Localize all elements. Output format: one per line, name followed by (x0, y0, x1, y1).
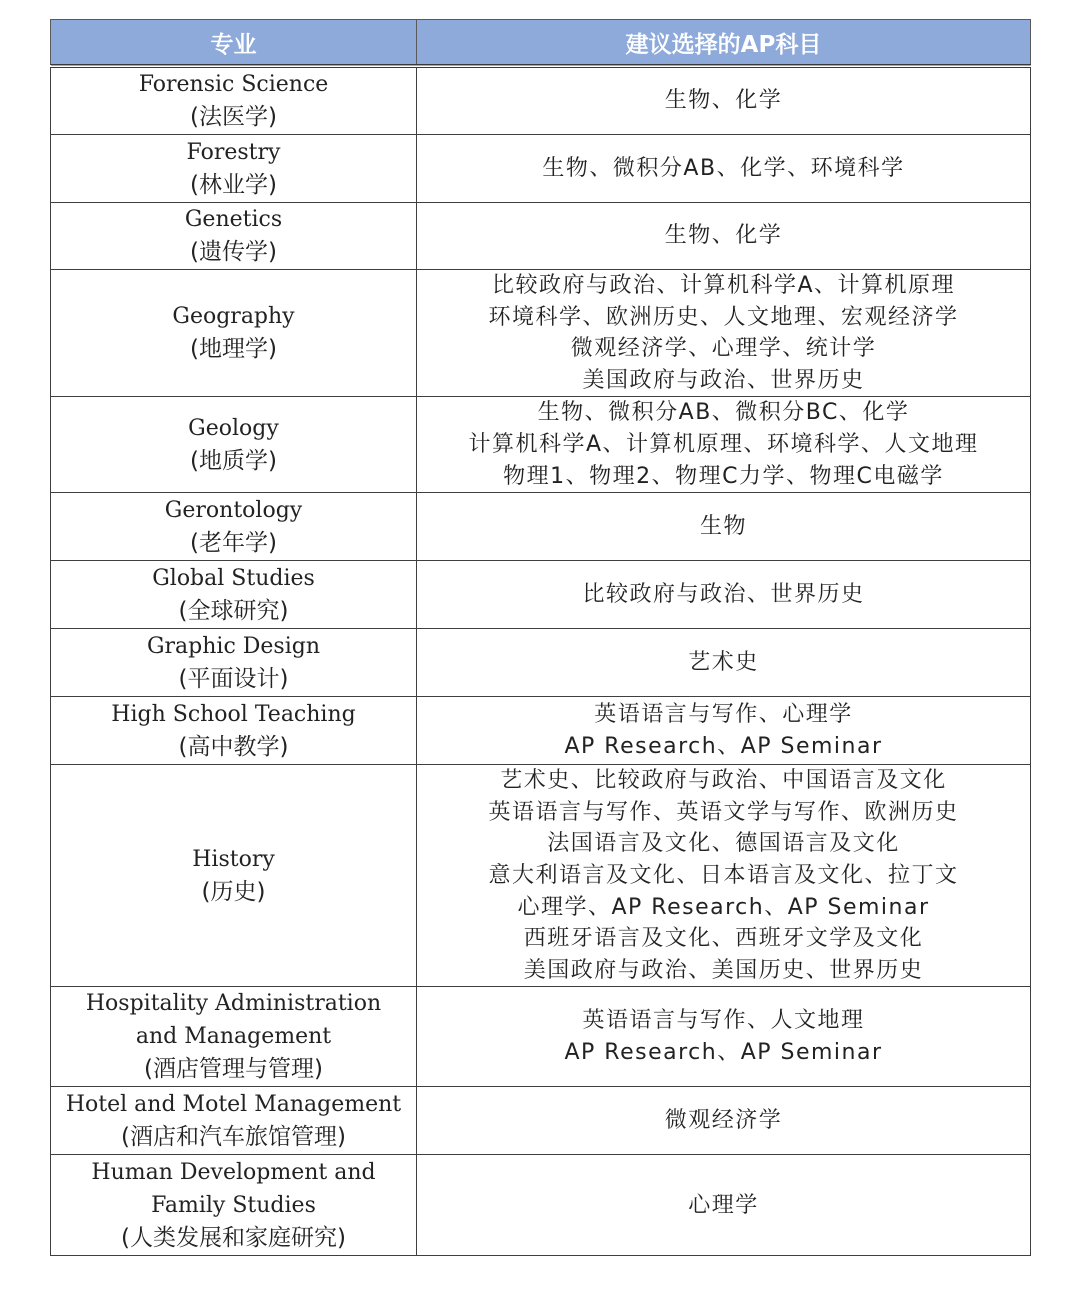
ap-subject-line: 生物、化学 (664, 88, 783, 114)
major-cell (51, 1155, 417, 1256)
ap-subject-line: 美国政府与政治、美国历史、世界历史 (523, 957, 924, 983)
ap-subjects-cell (417, 66, 1031, 135)
ap-subjects-cell (417, 561, 1031, 629)
major-english-name: Graphic Design (146, 633, 321, 659)
table-row (51, 135, 1031, 203)
ap-subjects-cell (417, 1087, 1031, 1155)
major-chinese-name: (遗传学) (190, 239, 277, 265)
table-row (51, 629, 1031, 697)
ap-subject-line: 物理1、物理2、物理C力学、物理C电磁学 (503, 463, 944, 489)
table-row (51, 1087, 1031, 1155)
table-row (51, 1155, 1031, 1256)
ap-subject-line: AP Research、AP Seminar (564, 1039, 883, 1065)
ap-subject-line: 美国政府与政治、世界历史 (582, 367, 865, 393)
ap-subject-line: 意大利语言及文化、日本语言及文化、拉丁文 (488, 862, 959, 888)
ap-subjects-cell (417, 135, 1031, 203)
ap-subject-line: 英语语言与写作、心理学 (594, 702, 853, 728)
ap-subjects-cell (417, 493, 1031, 561)
major-english-name: Global Studies (152, 565, 315, 591)
major-chinese-name: (高中教学) (178, 733, 289, 760)
ap-subjects-cell (417, 397, 1031, 493)
major-english-name: Forestry (186, 139, 281, 165)
ap-subject-line: 艺术史 (688, 649, 759, 675)
major-chinese-name: (老年学) (190, 529, 277, 556)
table-row (51, 561, 1031, 629)
header-row (51, 20, 1031, 67)
major-cell (51, 397, 417, 493)
ap-subject-line: 环境科学、欧洲历史、人文地理、宏观经济学 (488, 304, 959, 330)
ap-subject-line: 生物、微积分AB、化学、环境科学 (542, 155, 905, 181)
table-row (51, 987, 1031, 1087)
ap-subject-line: 生物、化学 (664, 223, 783, 249)
major-chinese-name: (全球研究) (178, 597, 289, 624)
major-cell (51, 697, 417, 765)
ap-subject-line: 艺术史、比较政府与政治、中国语言及文化 (500, 768, 947, 794)
ap-subjects-cell (417, 765, 1031, 987)
major-chinese-name: (历史) (201, 878, 266, 905)
ap-subject-line: 法国语言及文化、德国语言及文化 (547, 831, 900, 857)
major-chinese-name: (酒店和汽车旅馆管理) (121, 1123, 346, 1150)
ap-subject-line: 英语语言与写作、人文地理 (582, 1008, 865, 1034)
table-row (51, 697, 1031, 765)
ap-subjects-cell (417, 1155, 1031, 1256)
ap-subject-line: 心理学 (688, 1192, 759, 1218)
ap-subject-line: 生物、微积分AB、微积分BC、化学 (537, 400, 910, 426)
major-cell (51, 66, 417, 135)
major-chinese-name: (人类发展和家庭研究) (121, 1224, 346, 1251)
ap-subject-line: 微观经济学 (664, 1108, 783, 1134)
table-row (51, 203, 1031, 270)
major-chinese-name: (地质学) (190, 447, 277, 474)
ap-subjects-cell (417, 629, 1031, 697)
ap-subject-line: 生物 (699, 513, 747, 539)
ap-subject-line: 心理学、AP Research、AP Seminar (517, 894, 930, 920)
major-cell (51, 629, 417, 697)
major-ap-table (50, 19, 1031, 1256)
ap-subjects-cell (417, 270, 1031, 397)
major-cell (51, 987, 417, 1087)
major-english-name: Genetics (184, 207, 283, 232)
major-chinese-name: (法医学) (190, 104, 277, 130)
header-ap-subjects: 建议选择的AP科目 (417, 20, 1031, 67)
major-english-name: Forensic Science (138, 72, 329, 97)
ap-subject-line: 计算机科学A、计算机原理、环境科学、人文地理 (468, 431, 979, 457)
ap-subject-line: 微观经济学、心理学、统计学 (570, 336, 877, 362)
major-chinese-name: (平面设计) (178, 665, 289, 692)
major-english-name: Gerontology (164, 497, 303, 523)
table-body (51, 66, 1031, 1256)
major-cell (51, 493, 417, 561)
ap-subjects-cell (417, 203, 1031, 270)
table-row (51, 397, 1031, 493)
ap-subjects-cell (417, 697, 1031, 765)
table-row (51, 493, 1031, 561)
major-english-name: Hotel and Motel Management (65, 1091, 402, 1117)
major-cell (51, 203, 417, 270)
major-english-name: High School Teaching (111, 701, 356, 727)
ap-subject-line: AP Research、AP Seminar (564, 733, 883, 759)
major-cell (51, 1087, 417, 1155)
ap-subject-line: 比较政府与政治、世界历史 (582, 581, 865, 607)
ap-subject-line: 比较政府与政治、计算机科学A、计算机原理 (491, 273, 956, 298)
major-chinese-name: (林业学) (190, 171, 277, 198)
ap-subjects-cell (417, 987, 1031, 1087)
major-english-name: Geography (172, 304, 295, 330)
major-chinese-name: (酒店管理与管理) (144, 1056, 323, 1083)
major-english-name: Human Development and Family Studies (91, 1159, 376, 1218)
major-cell (51, 135, 417, 203)
major-cell (51, 561, 417, 629)
major-cell (51, 765, 417, 987)
ap-subject-line: 英语语言与写作、英语文学与写作、欧洲历史 (488, 799, 959, 825)
major-chinese-name: (地理学) (190, 336, 277, 363)
table-row (51, 66, 1031, 135)
ap-subject-line: 西班牙语言及文化、西班牙文学及文化 (523, 926, 924, 952)
major-english-name: History (192, 846, 275, 872)
major-english-name: Geology (188, 415, 279, 441)
major-english-name: Hospitality Administration and Management (85, 991, 382, 1050)
header-major: 专业 (51, 20, 417, 67)
table-row (51, 765, 1031, 987)
table-row (51, 270, 1031, 397)
major-cell (51, 270, 417, 397)
